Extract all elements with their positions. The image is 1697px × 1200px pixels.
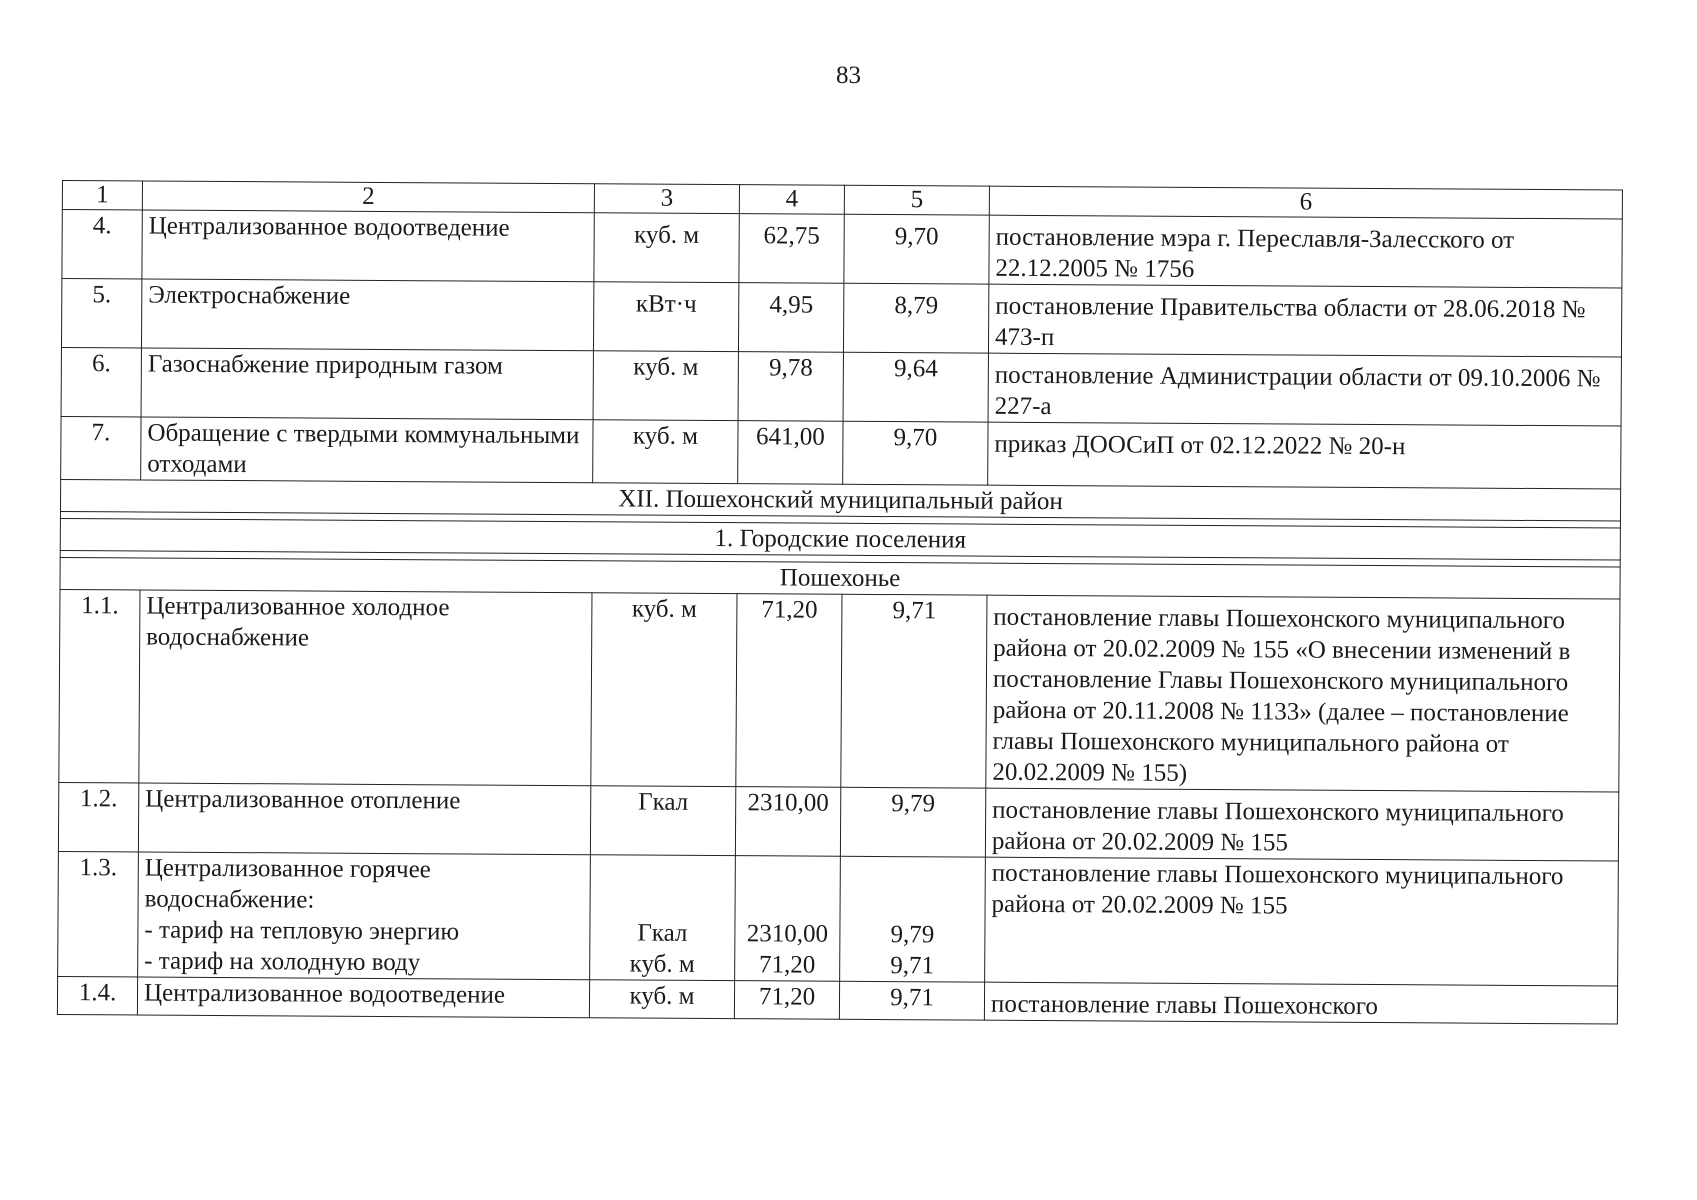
value-col4: 71,20 bbox=[734, 981, 839, 1020]
table-row bbox=[57, 976, 1617, 1024]
unit: куб. м bbox=[594, 213, 739, 283]
unit: куб. м bbox=[591, 593, 737, 787]
value-col5: 9,79 bbox=[840, 787, 985, 857]
legal-act: постановление главы Пошехонского муниципального района от 20.02.2009 № 155 bbox=[985, 788, 1618, 861]
tariff-table bbox=[57, 180, 1623, 1025]
tariff-table-wrapper bbox=[57, 180, 1622, 1025]
section-heading-settlements: 1. Городские поселения bbox=[60, 518, 1620, 560]
service-name: Обращение с твердыми коммунальными отходами bbox=[141, 417, 593, 483]
row-number: 6. bbox=[61, 347, 141, 416]
value-col4: 9,78 bbox=[738, 352, 843, 422]
table-row bbox=[62, 210, 1622, 289]
value-col5: 9,79 9,71 bbox=[840, 856, 986, 982]
unit: Гкал bbox=[590, 786, 735, 856]
column-number-2: 2 bbox=[142, 181, 594, 213]
unit: Гкал куб. м bbox=[590, 855, 736, 981]
unit: куб. м bbox=[589, 980, 734, 1019]
value-col5: 8,79 bbox=[843, 283, 988, 353]
service-name: Централизованное горячее водоснабжение: - тариф на тепловую энергию - тариф на холодную воду bbox=[138, 852, 591, 980]
value-col4: 62,75 bbox=[739, 214, 844, 284]
table-row bbox=[58, 851, 1619, 986]
section-heading-town: Пошехонье bbox=[60, 557, 1620, 599]
service-name: Электроснабжение bbox=[141, 279, 593, 351]
value-col4: 2310,00 71,20 bbox=[735, 856, 841, 982]
column-number-3: 3 bbox=[594, 184, 739, 214]
legal-act: постановление Администрации области от 09.10.2006 № 227-а bbox=[988, 353, 1621, 426]
legal-act: постановление мэра г. Переславля-Залесского от 22.12.2005 № 1756 bbox=[989, 215, 1622, 288]
row-number: 1.4. bbox=[57, 976, 137, 1014]
legal-act: постановление главы Пошехонского муниципального района от 20.02.2009 № 155 bbox=[985, 857, 1619, 986]
unit: куб. м bbox=[593, 420, 738, 484]
legal-act: постановление главы Пошехонского муниципального района от 20.02.2009 № 155 «О внесении изменений в постановление Главы Пошехонского муниципального района от 20.11.2008 № 1133» (далее – постановление главы Пошехонского муниципального района от 20.02.2009 № 155) bbox=[986, 595, 1620, 792]
value-col4: 2310,00 bbox=[735, 787, 840, 857]
page-number: 83 bbox=[836, 62, 861, 89]
tariff-table-body bbox=[57, 181, 1622, 1025]
table-row bbox=[61, 416, 1621, 489]
legal-act: постановление Правительства области от 28.06.2018 № 473-п bbox=[988, 284, 1621, 357]
value-col4: 71,20 bbox=[736, 594, 842, 788]
service-name: Централизованное холодное водоснабжение bbox=[139, 590, 592, 786]
row-number: 1.1. bbox=[59, 589, 140, 782]
value-col5: 9,70 bbox=[843, 421, 988, 485]
row-number: 4. bbox=[62, 210, 142, 279]
column-number-4: 4 bbox=[739, 185, 844, 215]
service-name: Централизованное водоотведение bbox=[142, 210, 594, 282]
service-name: Централизованное отопление bbox=[138, 783, 590, 855]
value-col4: 4,95 bbox=[738, 283, 843, 353]
legal-act: приказ ДООСиП от 02.12.2022 № 20-н bbox=[988, 422, 1621, 489]
row-number: 7. bbox=[61, 416, 141, 479]
value-col5: 9,70 bbox=[844, 214, 989, 284]
value-col5: 9,71 bbox=[841, 594, 987, 788]
table-row bbox=[61, 279, 1621, 358]
value-col5: 9,64 bbox=[843, 352, 988, 422]
unit: кВт·ч bbox=[593, 282, 738, 352]
unit: куб. м bbox=[593, 351, 738, 421]
row-number: 1.3. bbox=[58, 851, 139, 976]
row-number: 5. bbox=[61, 279, 141, 348]
row-number: 1.2. bbox=[58, 782, 138, 851]
table-row bbox=[59, 589, 1620, 792]
column-number-5: 5 bbox=[844, 185, 989, 215]
table-row bbox=[58, 782, 1618, 861]
value-col4: 641,00 bbox=[738, 421, 843, 485]
section-heading-district: XII. Пошехонский муниципальный район bbox=[60, 479, 1620, 521]
legal-act: постановление главы Пошехонского bbox=[984, 982, 1617, 1024]
column-number-6: 6 bbox=[989, 186, 1622, 219]
value-col5: 9,71 bbox=[839, 981, 984, 1020]
service-name: Газоснабжение природным газом bbox=[141, 348, 593, 420]
service-name: Централизованное водоотведение bbox=[137, 977, 589, 1018]
column-number-1: 1 bbox=[62, 181, 142, 210]
table-row bbox=[61, 347, 1621, 426]
